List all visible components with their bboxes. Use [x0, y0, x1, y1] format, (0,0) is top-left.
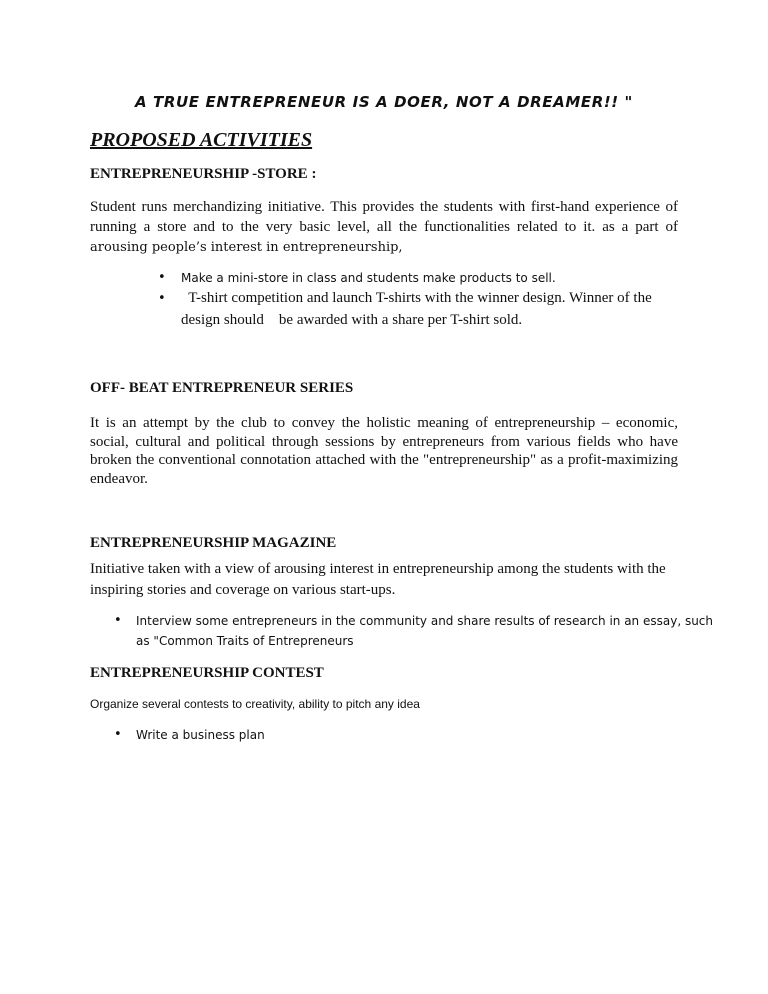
magazine-bullet-line-2: as "Common Traits of Entrepreneurs [136, 634, 354, 648]
bullet-marker: • [158, 291, 166, 306]
magazine-bullet-line-1: Interview some entrepreneurs in the community and share results of research in an essay, such [136, 614, 714, 628]
contest-body: Organize several contests to creativity, ability to pitch any idea [90, 697, 420, 711]
page-heading: PROPOSED ACTIVITIES [90, 129, 313, 151]
section-title-contest: ENTREPRENEURSHIP CONTEST [90, 665, 324, 681]
section-title-magazine: ENTREPRENEURSHIP MAGAZINE [90, 535, 337, 551]
store-bullet-2-line-1: T-shirt competition and launch T-shirts with the winner design. Winner of the [181, 290, 652, 306]
store-bullet-2-line-2: design should be awarded with a share per T-shirt sold. [181, 312, 523, 328]
store-line-2: running a store and to the very basic level, all the functionalities related to it. as a part of [90, 219, 678, 235]
store-line-1: Student runs merchandizing initiative. This provides the students with first-hand experience of [90, 199, 678, 215]
bullet-marker: • [114, 727, 122, 742]
bullet-marker: • [114, 613, 122, 628]
motto-quote: A TRUE ENTREPRENEUR IS A DOER, NOT A DREAMER!! " [135, 93, 633, 111]
contest-bullet-1: Write a business plan [136, 728, 265, 742]
magazine-line-1: Initiative taken with a view of arousing interest in entrepreneurship among the students with the [90, 561, 666, 577]
magazine-line-2: inspiring stories and coverage on various start-ups. [90, 582, 396, 598]
store-line-3: arousing people’s interest in entrepreneurship, [90, 240, 403, 255]
section-title-store: ENTREPRENEURSHIP -STORE : [90, 166, 317, 182]
store-bullet-1: Make a mini-store in class and students make products to sell. [181, 271, 556, 285]
series-body: It is an attempt by the club to convey the holistic meaning of entrepreneurship – economic, social, cultural and political through sessions by entrepreneurs from various fields who have broken the conventional connotation attached with the "entrepreneurship" as a profit-maximizing endeavor. [90, 415, 678, 487]
bullet-marker: • [158, 270, 166, 285]
section-title-series: OFF- BEAT ENTREPRENEUR SERIES [90, 380, 354, 396]
